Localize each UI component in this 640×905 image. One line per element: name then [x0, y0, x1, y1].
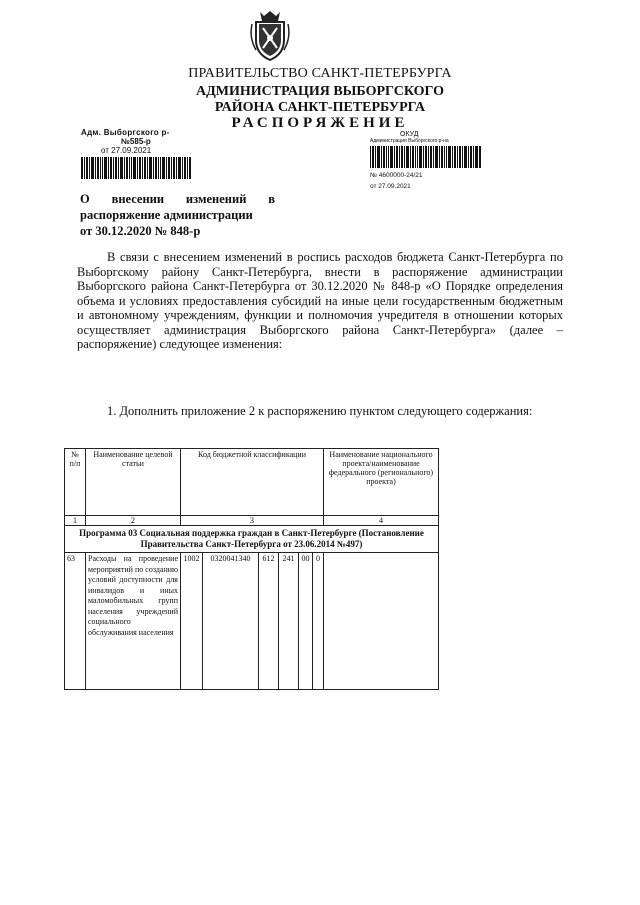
government-name: ПРАВИТЕЛЬСТВО САНКТ-ПЕТЕРБУРГА: [188, 66, 452, 81]
row-code-expense-type: 612: [259, 553, 279, 690]
barcode-icon: [81, 157, 191, 179]
stamp-date: от 27.09.2021: [101, 146, 152, 155]
col-number: 2: [86, 516, 181, 526]
appendix-table: [64, 448, 439, 690]
coat-of-arms-icon: [248, 8, 292, 64]
stamp-okud: ОКУД: [400, 131, 419, 138]
stamp-number: № 4600000-24/21: [370, 172, 423, 179]
registration-stamp-left: [81, 128, 191, 181]
document-subject: [80, 191, 275, 239]
program-row: [65, 526, 439, 553]
subject-line2: распоряжение администрации: [80, 208, 253, 222]
header-num: № п/п: [65, 449, 86, 516]
table-header-row: [65, 449, 439, 516]
body-paragraph: В связи с внесением изменений в роспись расходов бюджета Санкт-Петербурга по Выборгскому району Санкт-Петербурга, внести в распоряжение администрации Выборгского района Санкт-Петербурга от 30.12.2020 № 848-р «О Порядке определения объема и условиях предоставления субсидий на иные цели государственным бюджетным и автономному учреждениям, функции и полномочия учредителя в отношении которых осуществляет администрация Выборгского района Санкт-Петербурга» (далее – распоряжение) следующее изменения:: [77, 250, 563, 351]
row-code-extra2: 0: [313, 553, 324, 690]
subject-line3: от 30.12.2020 № 848-р: [80, 224, 201, 238]
table-column-numbers: [65, 516, 439, 526]
row-code-kosgu: 241: [279, 553, 299, 690]
stamp-org: Адм. Выборгского р-: [81, 128, 170, 137]
registration-stamp-right: [370, 131, 482, 190]
stamp-number: №585-р: [121, 137, 151, 146]
subject-line1: О внесении изменений в: [80, 192, 275, 206]
table-row: [65, 553, 439, 690]
program-title: Программа 03 Социальная поддержка граждан в Санкт-Петербурге (Постановление Правительства Санкт-Петербурга от 23.06.2014 №497): [65, 526, 439, 553]
stamp-org: Администрация Выборгского р-на: [370, 138, 449, 144]
administration-name-line2: РАЙОНА САНКТ-ПЕТЕРБУРГА: [214, 100, 426, 115]
col-number: 1: [65, 516, 86, 526]
row-num: 63: [65, 553, 86, 690]
barcode-icon: [370, 146, 482, 168]
header-project: Наименование национального проекта/наименование федерального (регионального) проекта): [324, 449, 439, 516]
header-code: Код бюджетной классификации: [181, 449, 324, 516]
row-code-extra1: 00: [299, 553, 313, 690]
col-number: 3: [181, 516, 324, 526]
row-code-section: 1002: [181, 553, 203, 690]
item-1-paragraph: 1. Дополнить приложение 2 к распоряжению пунктом следующего содержания:: [107, 404, 533, 418]
administration-name-line1: АДМИНИСТРАЦИЯ ВЫБОРГСКОГО: [196, 84, 444, 99]
row-code-target: 0320041340: [203, 553, 259, 690]
document-type: РАСПОРЯЖЕНИЕ: [231, 115, 409, 131]
stamp-date: от 27.09.2021: [370, 183, 411, 190]
row-project: [324, 553, 439, 690]
row-name: Расходы на проведение мероприятий по созданию условий доступности для инвалидов и иных маломобильных групп населения учреждений социального обслуживания населения: [86, 553, 181, 690]
header-name: Наименование целевой статьи: [86, 449, 181, 516]
col-number: 4: [324, 516, 439, 526]
